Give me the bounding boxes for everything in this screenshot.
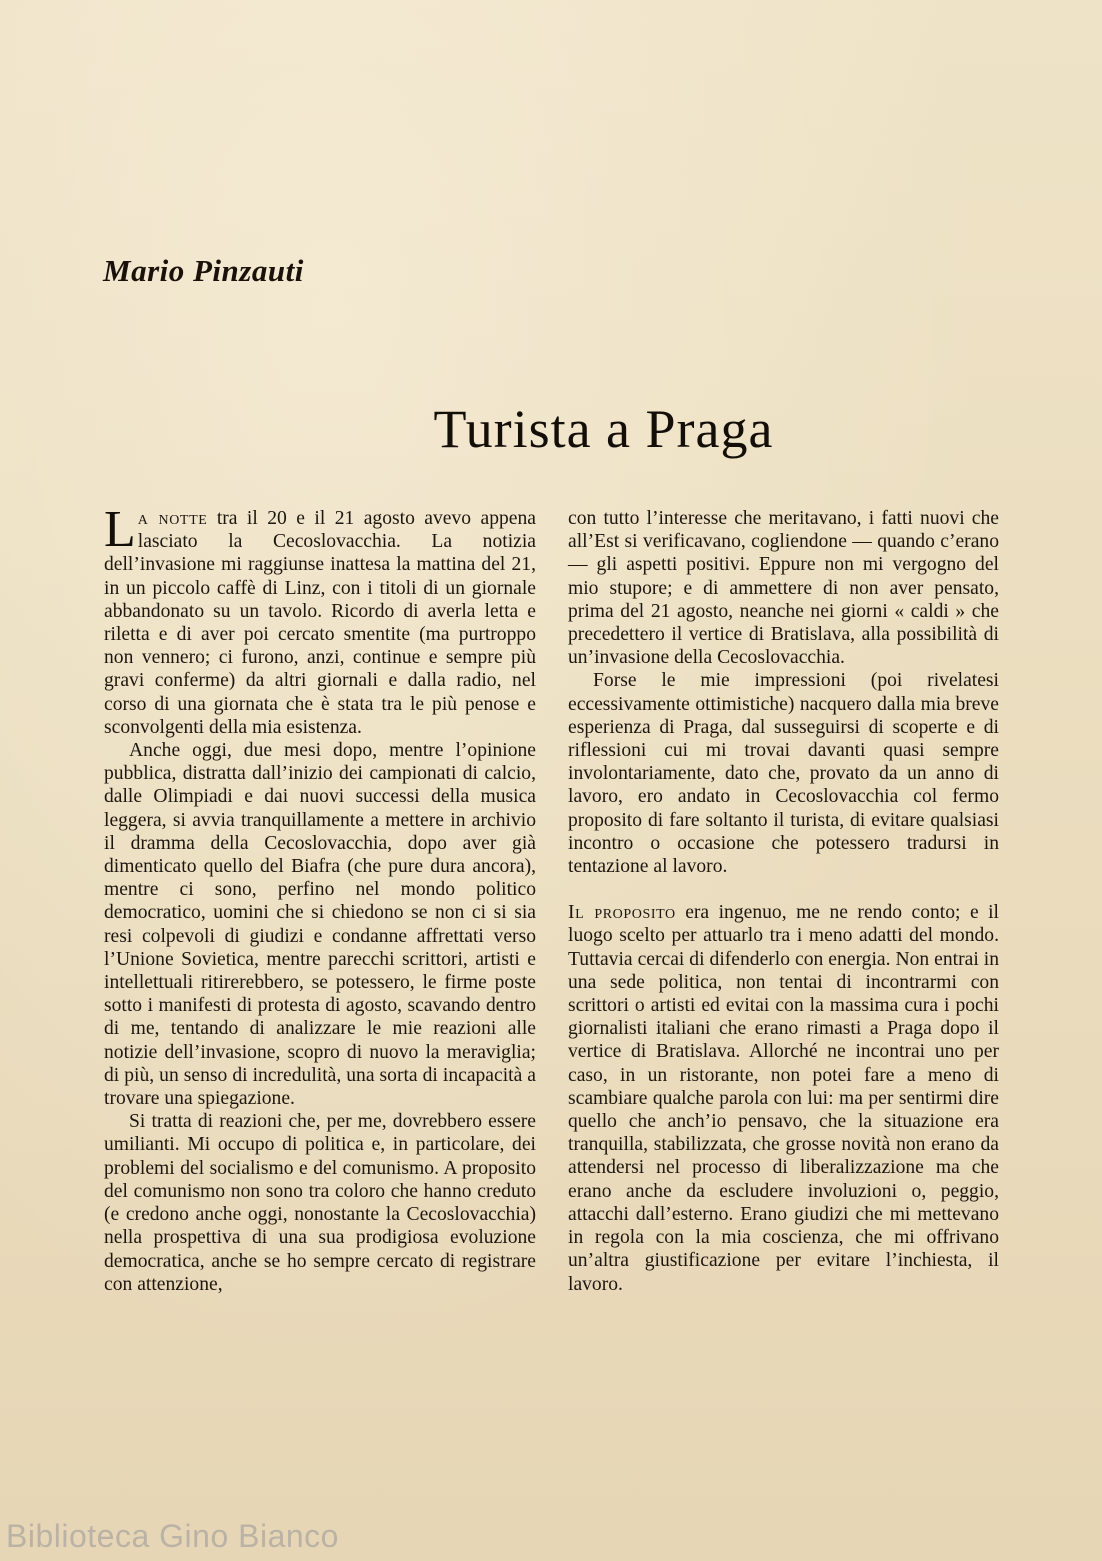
paragraph-4: con tutto l’interesse che meritavano, i fatti nuovi che all’Est si verificavano, cogliendone — quando c’erano — gli aspetti positivi. Eppure non mi vergogno del mio stupore; e di ammettere di non aver pensato, prima del 21 agosto, neanche nei giorni « caldi » che precedettero il vertice di Bratislava, alla possibilità di un’invasione della Cecoslovacchia. xyxy=(568,508,999,669)
paragraph-3: Si tratta di reazioni che, per me, dovrebbero essere umilianti. Mi occupo di politica e, in particolare, dei problemi del socialismo e del comunismo. A proposito del comunismo non sono tra coloro che hanno creduto (e credono anche oggi, nonostante la Cecoslovacchia) nella prospettiva di una sua prodigiosa evoluzione democratica, anche se ho sempre cercato di registrare con attenzione, xyxy=(104,1111,536,1295)
left-column xyxy=(104,501,536,1296)
right-column xyxy=(568,507,999,1296)
paragraph-text: tra il 20 e il 21 agosto avevo appena lasciato la Cecoslovacchia. La notizia dell’invasione mi raggiunse inattesa la mattina del 21, in un piccolo caffè di Linz, con i titoli di un giornale abbandonato su un tavolo. Ricordo di averla letta e riletta e di aver poi cercato smentite (ma purtroppo non vennero; ci furono, anzi, continue e sempre più gravi conferme) da altri giornali e dalla radio, nel corso di una giornata che è stata tra le più penose e sconvolgenti della mia esistenza. xyxy=(104,508,536,738)
paragraph-text: era ingenuo, me ne rendo conto; e il luogo scelto per attuarlo tra i meno adatti del mondo. Tuttavia cercai di difenderlo con energia. Non entrai in una sede politica, non tentai di incontrarmi con scrittori o artisti ed evitai con la massima cura i pochi giornalisti italiani che erano rimasti a Praga dopo il vertice di Bratislava. Allorché ne incontrai uno per caso, in un ristorante, non potei fare a meno di scambiare qualche parola con lui: ma per sentirmi dire quello che anch’io pensavo, che la situazione era tranquilla, stabilizzata, che grosse novità non erano da attendersi nel processo di liberalizzazione ma che erano anche da escludere involuzioni o, peggio, attacchi dall’esterno. Erano giudizi che mi mettevano in regola con la mia coscienza, che mi offrivano un’altra giustificazione per evitare l’inchiesta, il lavoro. xyxy=(568,902,999,1295)
paragraph-1 xyxy=(104,501,536,739)
article-title: Turista a Praga xyxy=(433,399,774,459)
paragraph-6 xyxy=(568,901,999,1295)
lead-small-caps: a notte xyxy=(137,508,208,529)
paragraph-2: Anche oggi, due mesi dopo, mentre l’opinione pubblica, distratta dall’inizio dei campionati di calcio, dalle Olimpiadi e dai nuovi successi della musica leggera, si avvia tranquillamente a mettere in archivio il dramma della Cecoslovacchia, dopo aver già dimenticato quello del Biafra (che pure dura ancora), mentre ci sono, perfino nel mondo politico democratico, uomini che si chiedono se non ci si sia resi colpevoli di giudizi e condanne affrettati verso l’Unione Sovietica, mentre parecchi scrittori, artisti e intellettuali ritirerebbero, se potessero, le firme poste sotto i manifesti di protesta di agosto, scavando dentro di me, tentando di analizzare le mie reazioni alle notizie dell’invasione, scopro di nuovo la meraviglia; di più, un senso di incredulità, una sorta di incapacità a trovare una spiegazione. xyxy=(104,740,536,1110)
drop-cap: L xyxy=(104,501,136,558)
section-lead-small-caps: Il proposito xyxy=(568,902,676,924)
paragraph-5: Forse le mie impressioni (poi rivelatesi eccessivamente ottimistiche) nacquero dalla mia breve esperienza di Praga, dal susseguirsi di scoperte e di riflessioni cui mi trovai davanti quasi sempre involontariamente, dato che, provato da un anno di lavoro, ero andato in Cecoslovacchia col fermo proposito di fare soltanto il turista, di evitare qualsiasi incontro o occasione che potessero tradursi in tentazione al lavoro. xyxy=(568,670,999,878)
library-watermark: Biblioteca Gino Bianco xyxy=(6,1518,339,1554)
article-author: Mario Pinzauti xyxy=(103,253,304,288)
